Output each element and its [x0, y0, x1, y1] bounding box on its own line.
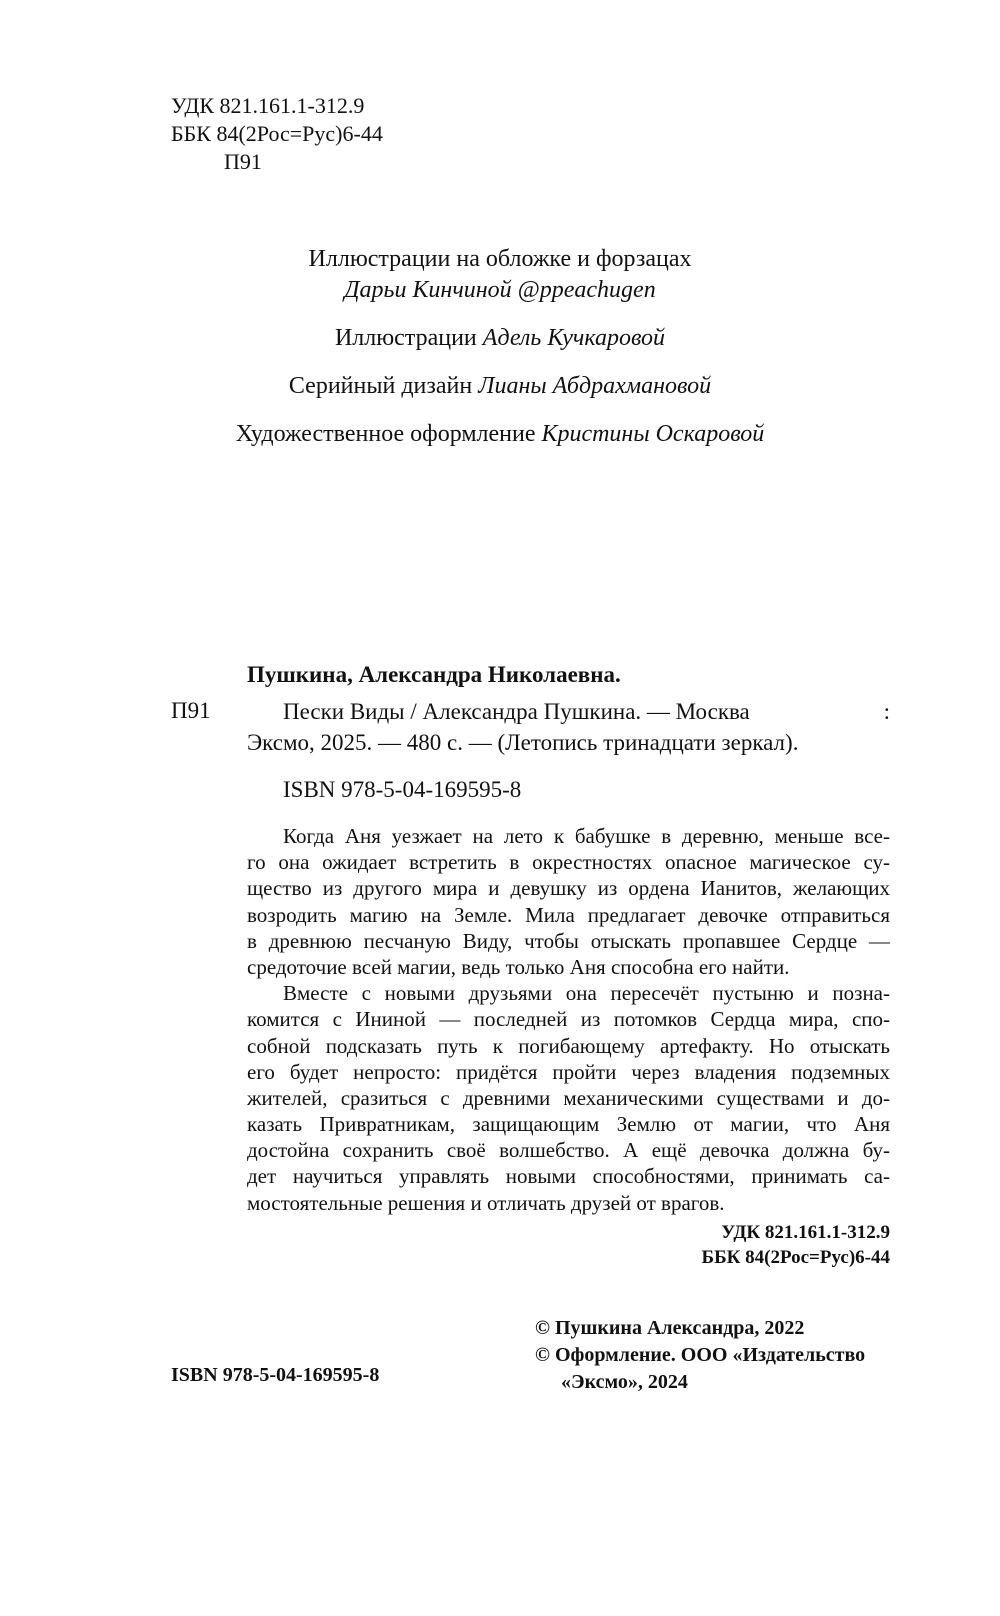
udk-code: УДК 821.161.1-312.9: [171, 93, 365, 118]
art-design-credit: [0, 419, 1000, 450]
biblio-colon: :: [883, 699, 890, 724]
bbk-code: ББК 84(2Рос=Рус)6-44: [171, 121, 383, 146]
annotation-line: достойна сохранить своё волшебство. А ещё девочка должна бу-: [247, 1138, 890, 1163]
biblio-title-line: Пески Виды / Александра Пушкина. — Москва: [283, 699, 750, 724]
copyright-design: © Оформление. ООО «Издательство: [535, 1344, 866, 1366]
art-design-label: Художественное оформление: [235, 421, 536, 447]
annotation-line: дет научиться управлять новыми способностями, принимать са-: [247, 1164, 890, 1189]
series-design-label: Серийный дизайн: [288, 373, 473, 399]
cover-illustrations-name: Дарьи Кинчиной @ppeachugen: [344, 277, 656, 303]
series-design-name: Лианы Абдрахмановой: [478, 373, 712, 399]
bibliographic-description: [247, 696, 890, 758]
isbn-bottom: ISBN 978-5-04-169595-8: [171, 1364, 380, 1386]
bbk-code-bottom: ББК 84(2Рос=Рус)6-44: [701, 1247, 890, 1268]
classification-codes-bottom: [600, 1220, 890, 1270]
annotation-line: казать Привратникам, защищающим Землю от магии, что Аня: [247, 1112, 890, 1137]
author-heading: Пушкина, Александра Николаевна.: [247, 662, 621, 687]
illustrations-credit: [0, 323, 1000, 354]
author-mark: П91: [224, 149, 262, 174]
annotation-line: комится с Ининой — последней из потомков Сердца мира, спо-: [247, 1007, 890, 1032]
cover-illustrations-label: Иллюстрации на обложке и форзацах: [308, 246, 692, 272]
classification-block: [171, 92, 383, 176]
copyright-block: [535, 1315, 865, 1396]
credits-block: [0, 244, 1000, 467]
illustrations-label: Иллюстрации: [334, 325, 477, 351]
annotation-line: Вместе с новыми друзьями она пересечёт пустыню и позна-: [283, 981, 890, 1006]
annotation-line: его будет непросто: придётся пройти через владения подземных: [247, 1059, 890, 1084]
copyright-publisher: «Эксмо», 2024: [561, 1371, 688, 1393]
bibliography-author-mark: П91: [171, 698, 211, 723]
bibliography-isbn: ISBN 978-5-04-169595-8: [283, 777, 522, 802]
annotation-line: го она ожидает встретить в окрестностях опасное магическое су-: [247, 850, 890, 875]
series-design-credit: [0, 371, 1000, 402]
udk-code-bottom: УДК 821.161.1-312.9: [721, 1222, 890, 1243]
art-design-name: Кристины Оскаровой: [541, 421, 765, 447]
biblio-publisher-line: Эксмо, 2025. — 480 с. — (Летопись тринадцати зеркал).: [247, 730, 799, 755]
copyright-author: © Пушкина Александра, 2022: [535, 1317, 805, 1339]
annotation-line: щество из другого мира и девушку из ордена Ианитов, желающих: [247, 876, 890, 901]
cover-illustrations-credit: [0, 244, 1000, 306]
illustrations-name: Адель Кучкаровой: [482, 325, 666, 351]
annotation-line: средоточие всей магии, ведь только Аня способна его найти.: [247, 954, 790, 979]
annotation-line: в древнюю песчаную Виду, чтобы отыскать пропавшее Сердце —: [247, 928, 890, 953]
annotation-line: возродить магию на Земле. Мила предлагает девочке отправиться: [247, 902, 890, 927]
annotation-line: Когда Аня уезжает на лето к бабушке в деревню, меньше все-: [283, 824, 890, 848]
annotation-line: жителей, сразиться с древними механическими существами и до-: [247, 1085, 890, 1110]
annotation-line: мостоятельные решения и отличать друзей от врагов.: [247, 1190, 725, 1215]
annotation: [247, 823, 890, 1216]
annotation-line: собной подсказать путь к погибающему артефакту. Но отыскать: [247, 1033, 890, 1058]
